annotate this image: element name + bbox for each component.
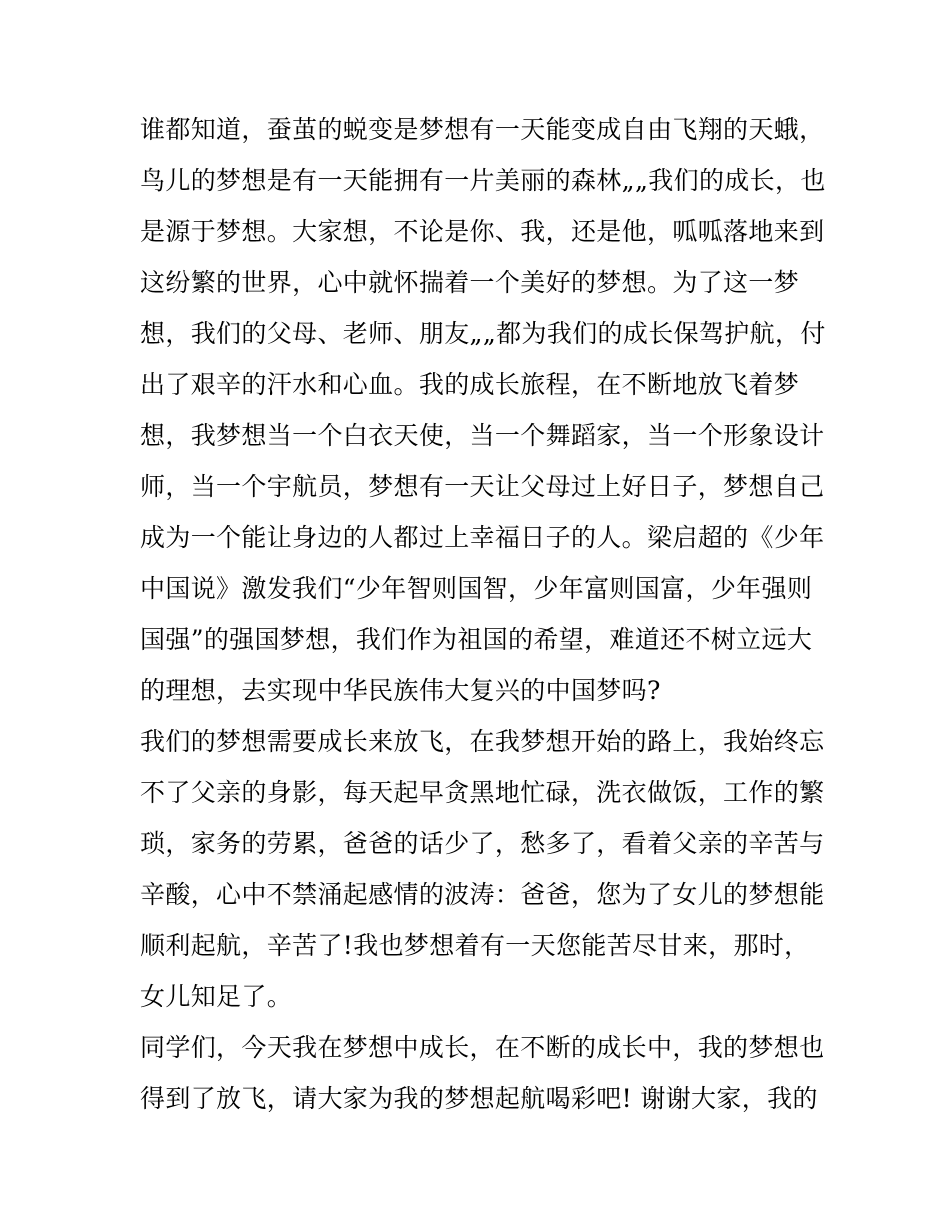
text-line: 出了艰辛的汗水和心血。我的成长旅程，在不断地放飞着梦 [140,370,800,399]
text-line: 是源于梦想。大家想，不论是你、我，还是他，呱呱落地来到 [140,217,825,246]
text-line: 顺利起航，辛苦了!我也梦想着有一天您能苦尽甘来，那时， [140,931,810,960]
text-line: 得到了放飞，请大家为我的梦想起航喝彩吧! 谢谢大家，我的 [140,1084,818,1113]
text-line: 谁都知道，蚕茧的蜕变是梦想有一天能变成自由飞翔的天蛾， [140,115,825,144]
text-line: 想，我们的父母、老师、朋友„„都为我们的成长保驾护航，付 [140,319,826,348]
text-line: 国强”的强国梦想，我们作为祖国的希望，难道还不树立远大 [140,625,813,654]
text-line: 辛酸，心中不禁涌起感情的波涛：爸爸，您为了女儿的梦想能 [140,880,825,909]
text-line: 鸟儿的梦想是有一天能拥有一片美丽的森林„„我们的成长，也 [140,166,826,195]
text-line: 中国说》激发我们“少年智则国智，少年富则国富，少年强则 [140,574,813,603]
text-line: 不了父亲的身影，每天起早贪黑地忙碌，洗衣做饭，工作的繁 [140,778,825,807]
text-line: 同学们，今天我在梦想中成长，在不断的成长中，我的梦想也 [140,1033,825,1062]
text-line: 这纷繁的世界，心中就怀揣着一个美好的梦想。为了这一梦 [140,268,800,297]
text-line: 女儿知足了。 [140,982,293,1011]
text-line: 成为一个能让身边的人都过上幸福日子的人。梁启超的《少年 [140,523,825,552]
text-line: 的理想，去实现中华民族伟大复兴的中国梦吗? [140,676,661,705]
text-line: 师，当一个宇航员，梦想有一天让父母过上好日子，梦想自己 [140,472,825,501]
body-text [140,104,830,1124]
text-line: 我们的梦想需要成长来放飞，在我梦想开始的路上，我始终忘 [140,727,825,756]
text-line: 琐，家务的劳累，爸爸的话少了，愁多了，看着父亲的辛苦与 [140,829,825,858]
text-line: 想，我梦想当一个白衣天使，当一个舞蹈家，当一个形象设计 [140,421,825,450]
